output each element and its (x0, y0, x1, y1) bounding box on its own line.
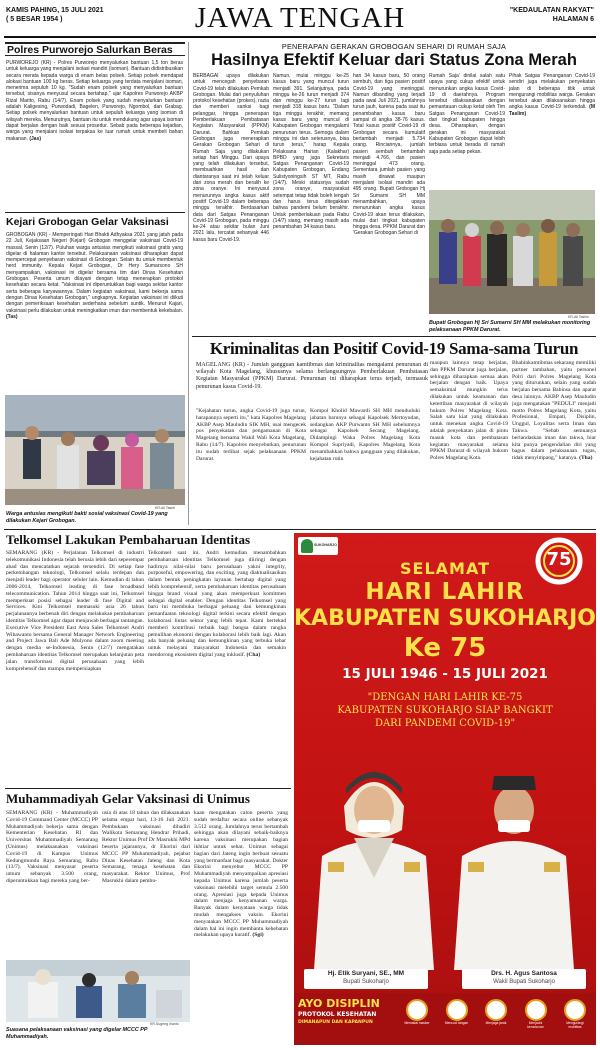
masthead-date: KAMIS PAHING, 15 JULI 2021 (6, 7, 104, 14)
telkomsel-col1: SEMARANG (KR) - Perjalanan Telkomsel di industri telekomunikasi Indonesia telah berusia lebih dari seperempat abad dan mencatatkan sejarah tersendiri. Di setiap fase perkembangan teknologi, Telkomsel selalu terdepan dan menjadi leader bagi operator seluler lain. Kemudian di tahun 2006-2014, Telkomsel leading di fase broadband telecommunication. Tahun 2014 hingga saat ini, Telkomsel memperkuat posisi sebagai leader di fase Digital and Services. Kini Telkomsel memasuki usia 26 tahun perjalanannya berbenah diri dengan melakukan pembaharuan identitas Telkomsel agar dapat menjawab berbagai tantangan. Executive Vice President East Area Sales Telkomsel Andri Wibawanto bersama General Manager Network Engineering and Project Jawa Bali Ade Mulyono dalam zoom meeting dengan media se-Indonesia, Senin (12/7) mengatakan pembaharuan identitas Telkomsel merupakan kelanjutan peta jalan transformasi digital perusahaan yang lebih komprehensif dan mampu mempersiapkan (6, 550, 144, 672)
wakil-bupati-title: Wakil Bupati Sukoharjo (493, 979, 555, 985)
advert-dates: 15 JULI 1946 - 15 JULI 2021 (342, 666, 548, 682)
advert-quote-line1: "DENGAN HARI LAHIR KE-75 (367, 692, 523, 703)
muhammadiyah-caption: Suasana pelaksanaan vaksinasi yang digelar MCCC PP Muhammadiyah. (6, 1027, 148, 1040)
advert-footer-sub1: PROTOKOL KESEHATAN (298, 1011, 377, 1018)
crowd-icon (525, 999, 547, 1021)
grobogan-vaksin-byline: (Tas) (6, 313, 18, 320)
advert-footer-sub2: DIMANAPUN DAN KAPANPUN (298, 1020, 373, 1025)
grobogan-vaksin-photo-credit: KR-Ali Tasim (155, 506, 175, 510)
purworejo-headline: Polres Purworejo Salurkan Beras (7, 44, 173, 56)
advert-quote-line3: DARI PANDEMI COVID-19" (374, 718, 516, 729)
wakil-bupati-name-plate (462, 969, 586, 989)
magelang-byline: (Tha) (579, 455, 593, 462)
muhammadiyah-col2: usia di atas 18 tahun dan dilaksanakan selama empat hari, 13-16 Juli 2021. Pembukaan vaksinasi dihadiri Walikota Semarang Hendrar Prihadi, Rektor Unimus Prof Dr Masrukhi MPd beserta jajarannya, dr Ekorini dari MCCC PP Muhammadiyah, pejabat Dinas Kesehatan Jateng dan Kota Semarang, tenaga kesehatan dan masyarakat. Rektor Unimus, Prof Masrukhi dalam pembu- (102, 810, 190, 884)
muhammadiyah-byline: (Sgi) (252, 932, 264, 939)
protocol-label: Menjaga jarak (485, 1021, 507, 1025)
grobogan-main-kicker: PENERAPAN GERAKAN GROBOGAN SEHARI DI RUMAH SAJA (281, 42, 507, 51)
grobogan-main-byline: (M Taslim) (509, 104, 595, 117)
advert-quote (294, 691, 596, 730)
bupati-portrait (304, 738, 444, 970)
purworejo-headline-box (5, 42, 185, 56)
telkomsel-col2: Telkomsel saat ini. Andri kemudian menambahkan pembaharuan identitas Telkomsel juga diiringi dengan hadirnya nilai-nilai baru perusahaan yakni integrity, purposeful, empowering, dan exciting, yang diaktualisasikan dalam bentuk peningkatan layanan bertahap digital yang lebih komprehensif, serta pembaharuan identitas perusahaan hingga brand visual yang akan memperkuat komitmen sebagai digital enabler. Dengan identitas Telkomsel yang baru ini membuka berbagai peluang dan kemungkinan pemanfaatan teknologi digital terkini secara efektif dengan kolaborasi lintas sektor yang lebih tepat. Kami bertekad memberi kontribusi terbaik bagi bangsa dalam rangka pemulihan ekonomi dengan kolaborasi lebih baik lagi. Akan ada banyak peluang dan kemungkinan yang terbuka lebar untuk melayani masyarakat Indonesia dan semakin mendorong ekosistem digital yang inklusif. (Cha) (148, 550, 286, 658)
unimus-vaccination-image (6, 960, 190, 1022)
advert-hari-lahir: HARI LAHIR (365, 579, 525, 605)
grobogan-vaksin-headline: Kejari Grobogan Gelar Vaksinasi (6, 216, 169, 228)
sukoharjo-logo-box (298, 537, 338, 555)
masthead-right-block (510, 6, 594, 24)
protocol-label: Memakai masker (404, 1021, 430, 1025)
muhammadiyah-col3: kaan mengatakan calon peserta yang sudah terdaftar secara online sebanyak 3.512 orang. Jumlahnya terus bertambah sehingga akan dilayani sebaik-baiknya karena vaksinasi merupakan bagian ikhtiar untuk sehat. Unimus sebagai bagian dari Jateng ingin berbuat sesuatu yang bermanfaat bagi masyarakat. Dokter Ekorini menyebut MCCC PP Muhammadiyah menyampaikan apresiasi kepada Unimus karena jumlah peserta vaksinasi melebihi target semula 2.500 orang. Apresiasi juga kepada Unimus dalam menjaga kenyamanan warga. Banyak dalam kenyataan warga tidak mudah mengakses vaksin. Ekorini menyatakan MCCC PP Muhammadiyah dalam hal ini ingin membantu kehebatan melakukan upaya kuratif. (Sgi) (194, 810, 288, 939)
anniversary-badge-number: 75 (546, 549, 572, 570)
muhammadiyah-photo-credit: KR-Sugeng Irianto (150, 1022, 179, 1026)
advert-quote-line2: KABUPATEN SUKOHARJO SIAP BANGKIT (337, 705, 553, 716)
protocol-icons (398, 999, 594, 1043)
grobogan-main-col2: Namun, mulai minggu ke-25 kasus baru yang muncul turun menjadi 391. Selanjutnya, pada minggu ke-26 turun menjadi 374 dan minggu ke-27 turun lagi menjadi 318 kasus baru. "Dalam tiga minggu terakhir, memang kasus baru yang muncul di Kabupaten Grobogan mengalami penurunan terus. Semoga dalam minggu ini dan seterusnya, bisa turun terus," harap Kepala Pelaksana Harian (Kalakhar) BPBD yang juga Sekretaris Satgas Penanganan Covid-19 Kabupaten Grobogan, Endang Sulistyoningsih ST MT, Rabu (14/7). Meski statusnya sudah zona oranye, masyarakat setempat tetap tidak boleh lengah dan harus terus ditegakkan bahwa pandemi belum berakhir. Untuk pemberlakuan pada Rabu (14/7) siang, memang masih ada penambahan 34 kasus baru. (273, 73, 349, 231)
grobogan-main-col1: BERBAGAI upaya dilakukan untuk mencegah penyebaran Covid-19 telah dilakukan Pemkab Grobogan. Mulai dari penyuluhan protokol kesehatan (prokes), razia dan memberi sanksi bagi pelanggar, hingga penerapan Pemberlakuan Pembatasan Kegiatan Masyarakat (PPKM) Darurat. Bahkan Pemkab Grobogan juga menerapkan Gerakan Grobogan Sehari di Rumah Saja yang dilakukan setiap hari Minggu. Dari upaya yang telah dilakukan tersebut, membuahkan hasil dan diantaranya saat ini telah keluar dari zona merah dan beralih ke zona oranye. Ini menyusul menurunnya angka kasus aktif positif Covid-19 dalam beberapa minggu terakhir. Berdasarkan data dari Satgas Penanganan Covid-19 Grobogan, pada minggu ke-24 atau sekitar bulan Juni 2021 lalu, tercatat sebanyak 446 kasus baru Covid-19. (193, 73, 269, 243)
wakil-bupati-portrait (444, 738, 584, 970)
protocol-item-distance (477, 999, 515, 1043)
grobogan-vaksin-caption: Warga antusias mengikuti bakti sosial vaksinasi Covid-19 yang dilakukan Kejari Grobogan. (6, 511, 168, 524)
sukoharjo-crest-icon (301, 539, 313, 553)
muhammadiyah-photo (6, 960, 190, 1022)
muhammadiyah-headline: Muhammadiyah Gelar Vaksinasi di Unimus (6, 791, 250, 806)
purworejo-byline: (Jas) (29, 135, 42, 142)
protocol-item-mask (398, 999, 436, 1043)
advert-ke-75: Ke 75 (403, 633, 487, 663)
advert-footer-title: AYO DISIPLIN (298, 997, 380, 1010)
grobogan-main-col4: Rumah Saja' dinilai salah satu upaya yang cukup efektif untuk menurunkan angka kasus Covid-19 di daerahnya. Program tersebut dilaksanakan dengan pemantauan cukup ketat oleh Tim Satgas Penanganan Covid-19 dari tingkat kabupaten hingga desa. Diharapkan, dengan gerakan ini masyarakat Kabupaten Grobogan dapat lebih terbiasa untuk berada di rumah saja pada setiap pekan. (429, 73, 505, 155)
mobility-icon (564, 999, 586, 1021)
telkomsel-headline: Telkomsel Lakukan Pembaharuan Identitas (6, 532, 251, 547)
protocol-item-mobility (556, 999, 594, 1043)
purworejo-body: PURWOREJO (KR) - Polres Purworejo menyalurkan bantuan 1,5 ton beras untuk keluarga yang menjalani isolasi mandiri (isoman). Bantuan didistribusikan secara merata kepada warga di enam belas polsek. Setiap polsek mendapat alokasi bantuan 100 kg beras. Setiap keluarga yang terdata menjalani isoman, menerima sepuluh 10 kg. "Sudah enam polsek yang menyalurkan bantuan tersebut, sisanya menyusul secara bertahap," ujar Kapolres Purworejo AKBP Rizal Marito, Rabu (14/7). Enam polsek yang sudah menyalurkan bantuan adalah Kaligesing, Purwodadi, Bagelen, Purworejo, Ngombol, dan Grabag. Setiap polsek menyalurkan bantuan untuk sepuluh keluarga yang isoman di wilayah mereka. Menurutnya, bantuan itu untuk mendukung agar upaya isoman dapat berjalan dengan baik sesuai prosedur. Sebab pada beberapa kejadian, warga yang menjalani isolasi terpaksa ke luar rumah untuk membeli bahan makanan. (Jas) (6, 60, 183, 142)
masthead-page: HALAMAN 6 (552, 16, 594, 23)
grobogan-main-photo (429, 190, 595, 314)
bupati-title: Bupati Sukoharjo (343, 979, 389, 985)
protocol-item-handwash (438, 999, 476, 1043)
grobogan-vaksin-body: GROBOGAN (KR) - Memperingati Hari Bhakti Adhyaksa 2021 yang jatuh pada 22 Juli, Kejaksaan Negeri (Kejari) Grobogan menggelar vaksinasi Covid-19 massal, Senin (12/7). Puluhan warga antusias mengikuti vaksinasi gratis yang digelar di halaman kantor tersebut. Pelaksanaan vaksinasi diharapkan dapat mempercepat penyebaran vaksinasi di Grobogan. Selain itu untuk membentuk herd immunity. Kepala Kejari Grobogan, Dr Hery Sumarsono SH menyampaikan, vaksinasi ini digelar bersama tim dari Dinas Kesehatan Grobogan. Peserta umum dilayani dengan tetap menerapkan protokol kesehatan secara ketat. "Vaksinasi ini diperuntukkan bagi warga sekitar kantor serta beberapa karyawannya. Dalam kegiatan vaksinasi, kami bekerja sama dengan Dinas Kesehatan Grobogan," ungkapnya. Kegiatan vaksinasi ini diikuti dengan pemeriksaan kesehatan sederhana sebelum suntik. Menurut Kajari, vaksinasi perlu dilakukan untuk meningkatkan imun dan membentuk kekebalan. (Tas) (6, 232, 183, 320)
protocol-item-crowd (517, 999, 555, 1043)
advert-kabupaten: KABUPATEN SUKOHARJO (294, 606, 596, 631)
advert-footer (294, 993, 596, 1045)
magelang-col3: maupun lainnya tetap berjalan, dan PPKM Darurat juga berjalan, sehingga diharapkan semua akan berjalan dengan baik. Upaya semaksimal mungkin terus dilakukan untuk keamanan dan ketertiban masyarakat di wilayah hukum Polres Magelang Kota. Salah satu kiat yang dilakukan untuk menekan angka Covid-19 adalah penyekatan jalan di pintu masuk kota dan pembatasan kegiatan masyarakat selama PPKM Darurat di wilayah hukum Polres Magelang Kota. (430, 360, 508, 462)
protocol-label: Mencuci tangan (444, 1021, 469, 1025)
masthead-edition: ( 5 BESAR 1954 ) (6, 16, 63, 23)
distance-icon (485, 999, 507, 1021)
telkomsel-byline: (Cha) (246, 651, 261, 658)
vaccination-scene-image (5, 395, 185, 505)
grobogan-main-photo-credit: KR-Ali Taslim (568, 315, 589, 319)
grobogan-main-headline: Hasilnya Efektif Keluar dari Status Zona Merah (211, 51, 577, 69)
grobogan-main-col5: Pihak Satgas Penanganan Covid-19 sendiri juga melakukan penyekatan jalan di beberapa titik untuk mengurangi mobilitas warga. Gerakan tersebut akan dilaksanakan hingga angka kasus Covid-19 terkendali. (M Taslim) (509, 73, 595, 117)
sukoharjo-logo-text: SUKOHARJO (314, 543, 337, 547)
grobogan-vaksin-photo (5, 395, 185, 505)
magelang-headline: Kriminalitas dan Positif Covid-19 Sama-sama Turun (209, 339, 579, 358)
magelang-col1: "Kejahatan turun, angka Covid-19 juga turun, harapannya seperti itu," kata Kapolres Magelang AKBP Asep Mauludin SIK MH, usai mengecek pos penyekatan dan pengamanan di Kota Magelang bersama Wakil Wali Kota Magelang, Rabu (14/7). Kapolres menyebutkan, penurunan itu sudah terlihat sejak pelaksanaan PPKM Darurat. (196, 408, 306, 462)
advert-greeting: SELAMAT (399, 559, 490, 578)
magelang-col2: Kompol Kholid Mawardi SH MH menduduki jabatan barunya sebagai Kapolsek Mertoyudan, sedangkan AKP Purwanto SH MH sebelumnya sebagai Kapolsek Secang Magelang. Didampingi Waka Polres Magelang Kota Kompol Supriyadi, Kapolres Magelang Kota menambahkan bahwa gangguan yang dilakukan, kejahatan rutin (310, 408, 420, 462)
bupati-name: Hj. Etik Suryani, SE., MM (327, 970, 405, 977)
monitoring-scene-image (429, 190, 595, 314)
masthead-rule (4, 36, 596, 38)
magelang-lead: MAGELANG (KR) - Jumlah gangguan kamtibmas dan kriminalitas mengalami penurunan di wilayah Kota Magelang, khususnya selama berlangsungnya Pemberlakuan Pembatasan Kegiatan Masyarakat (PPKM) Darurat. Penurunan ini diharapkan terus terjadi, termasuk penurunan kasus Covid-19. (196, 362, 428, 390)
sukoharjo-anniversary-advert (294, 533, 596, 1045)
mask-icon (406, 999, 428, 1021)
protocol-label: Mengurangi mobilitas (566, 1021, 584, 1029)
masthead-motto: "KEDAULATAN RAKYAT" (509, 7, 594, 14)
wakil-bupati-name: Drs. H. Agus Santosa (491, 970, 557, 977)
grobogan-main-caption: Bupati Grobogan Hj Sri Sumarni SH MM melakukan monitoring pelaksanaan PPKM Darurat. (429, 320, 591, 333)
protocol-label: Menjauhi kerumunan (527, 1021, 544, 1029)
magelang-col4: Bhabinkamtibmas sekarang memiliki partner tambahan, yaitu personel Polri dari Polres Magelang Kota yang diturunkan, selain yang sudah berjalan bersama Babinsa dan aparat desa lainnya. AKBP Asep Mauludin juga mengatakan "PEDULI" menjadi motto Polres Magelang Kota, yaitu Profesional, Empati, Disiplin, Unggul, Loyalitas serta Iman dan Takwa. "Sebab semuanya berlandaskan iman dan takwa, biar kita punya pengendalian diri yang bagus dalam pelaksanaan tugas, tidak menyimpang," katanya. (Tha) (512, 360, 596, 462)
handwash-icon (446, 999, 468, 1021)
grobogan-main-col3: han 34 kasus baru, 50 orang sembuh, dan tiga pasien positif Covid-19 yang meninggal. Namun dibanding yang terjadi pada awal Juli 2021, jumlahnya turun jauh, karena pada saat itu penambahan kasus baru sampai di angka 38-76 kasus. Total kasus positif Covid-19 di Grobogan secara kumulatif bertambah menjadi 5.734 orang. Rinciannya, jumlah pasien sembuh bertambah menjadi 4.766, dan pasien meninggal 473 orang. Sementara jumlah pasien yang masih dirawat maupun menjalani isolasi mandiri ada 495 orang. Bupati Grobogan Hj Sri Sumarni SH MM menambahkan, upaya menurunkan angka kasus Covid-19 akan terus dilakukan, mulai dari tingkat kabupaten hingga desa. PPKM Darurat dan 'Gerakan Grobogan Sehari di (353, 73, 425, 237)
muhammadiyah-col1: SEMARANG (KR) - Muhammadiyah Covid-19 Command Center (MCCC) PP Muhammadiyah bekerja sama dengan Kementerian Kesehatan RI dan Universitas Muhammadiyah Semarang (Unimus) melaksanakan vaksinasi Covid-19 di Kampus Unimus Kedungmundu Raya Semarang, Rabu (13/7). Vaksinasi menyasar peserta umum sebanyak 3.500 orang, diperuntukkan bagi mereka yang ber- (6, 810, 98, 884)
bupati-name-plate (304, 969, 428, 989)
masthead-title: JAWA TENGAH (194, 2, 406, 34)
